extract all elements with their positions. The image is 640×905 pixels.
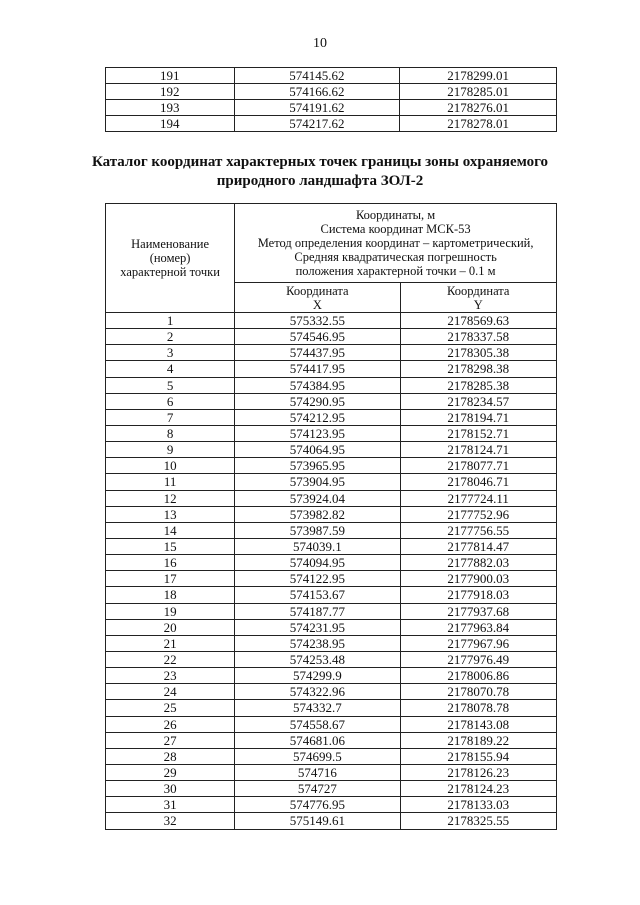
coordinate-y-cell: 2178278.01 bbox=[400, 116, 557, 132]
coordinate-y-cell: 2178569.63 bbox=[400, 313, 557, 329]
table-row bbox=[106, 781, 557, 797]
coordinate-x-cell: 574238.95 bbox=[235, 635, 400, 651]
table-row bbox=[106, 100, 557, 116]
coordinate-x-cell: 574776.95 bbox=[235, 797, 400, 813]
point-number-cell: 17 bbox=[106, 571, 235, 587]
point-number-cell: 191 bbox=[106, 68, 235, 84]
coordinate-x-cell: 575332.55 bbox=[235, 313, 400, 329]
header-point-name bbox=[106, 204, 235, 313]
point-number-cell: 6 bbox=[106, 393, 235, 409]
page-number: 10 bbox=[313, 36, 327, 51]
header-point-name-line: Наименование bbox=[131, 237, 210, 251]
header-x-line: X bbox=[312, 297, 322, 312]
point-number-cell: 31 bbox=[106, 797, 235, 813]
coordinate-x-cell: 574299.9 bbox=[235, 668, 400, 684]
point-number-cell: 28 bbox=[106, 748, 235, 764]
table-row bbox=[106, 748, 557, 764]
table-row bbox=[106, 797, 557, 813]
table-row bbox=[106, 84, 557, 100]
coordinate-x-cell: 575149.61 bbox=[235, 813, 400, 829]
point-number-cell: 27 bbox=[106, 732, 235, 748]
coordinate-y-cell: 2178337.58 bbox=[400, 329, 557, 345]
coordinate-y-cell: 2178126.23 bbox=[400, 764, 557, 780]
table-row bbox=[106, 716, 557, 732]
header-y-line: Y bbox=[473, 297, 483, 312]
catalog-title bbox=[0, 153, 640, 191]
table-row bbox=[106, 619, 557, 635]
point-number-cell: 11 bbox=[106, 474, 235, 490]
continuation-table-body bbox=[106, 68, 557, 132]
table-row bbox=[106, 313, 557, 329]
coordinate-y-cell: 2178285.01 bbox=[400, 84, 557, 100]
table-row bbox=[106, 651, 557, 667]
coordinate-x-cell: 574681.06 bbox=[235, 732, 400, 748]
coordinate-y-cell: 2178124.23 bbox=[400, 781, 557, 797]
point-number-cell: 194 bbox=[106, 116, 235, 132]
coordinate-y-cell: 2178077.71 bbox=[400, 458, 557, 474]
table-row bbox=[106, 361, 557, 377]
coordinate-y-cell: 2178234.57 bbox=[400, 393, 557, 409]
header-coordinate-x bbox=[235, 283, 400, 313]
point-number-cell: 25 bbox=[106, 700, 235, 716]
table-row bbox=[106, 603, 557, 619]
table-row bbox=[106, 555, 557, 571]
point-number-cell: 32 bbox=[106, 813, 235, 829]
point-number-cell: 4 bbox=[106, 361, 235, 377]
table-row bbox=[106, 732, 557, 748]
coordinate-y-cell: 2178143.08 bbox=[400, 716, 557, 732]
coordinate-x-cell: 574290.95 bbox=[235, 393, 400, 409]
coordinate-y-cell: 2178299.01 bbox=[400, 68, 557, 84]
coordinate-x-cell: 574123.95 bbox=[235, 425, 400, 441]
coordinate-y-cell: 2178155.94 bbox=[400, 748, 557, 764]
coordinate-y-cell: 2177937.68 bbox=[400, 603, 557, 619]
coordinate-y-cell: 2178194.71 bbox=[400, 409, 557, 425]
coordinate-x-cell: 574212.95 bbox=[235, 409, 400, 425]
header-coords-line: Система координат МСК-53 bbox=[320, 222, 471, 236]
point-number-cell: 10 bbox=[106, 458, 235, 474]
catalog-title-line-2: природного ландшафта ЗОЛ-2 bbox=[216, 173, 424, 189]
point-number-cell: 24 bbox=[106, 684, 235, 700]
point-number-cell: 22 bbox=[106, 651, 235, 667]
coordinate-y-cell: 2178124.71 bbox=[400, 442, 557, 458]
coordinate-y-cell: 2177976.49 bbox=[400, 651, 557, 667]
table-row bbox=[106, 538, 557, 554]
point-number-cell: 26 bbox=[106, 716, 235, 732]
coordinate-x-cell: 574153.67 bbox=[235, 587, 400, 603]
header-point-name-line: (номер) bbox=[149, 251, 191, 265]
point-number-cell: 9 bbox=[106, 442, 235, 458]
header-x-line: Координата bbox=[286, 283, 349, 298]
coordinate-x-cell: 573982.82 bbox=[235, 506, 400, 522]
coordinate-x-cell: 574417.95 bbox=[235, 361, 400, 377]
coordinate-x-cell: 574166.62 bbox=[234, 84, 400, 100]
table-row bbox=[106, 116, 557, 132]
point-number-cell: 15 bbox=[106, 538, 235, 554]
table-row bbox=[106, 474, 557, 490]
coordinate-y-cell: 2178298.38 bbox=[400, 361, 557, 377]
coordinate-y-cell: 2178046.71 bbox=[400, 474, 557, 490]
coordinate-y-cell: 2178133.03 bbox=[400, 797, 557, 813]
coordinate-y-cell: 2178152.71 bbox=[400, 425, 557, 441]
point-number-cell: 23 bbox=[106, 668, 235, 684]
point-number-cell: 16 bbox=[106, 555, 235, 571]
header-coords-line: Метод определения координат – картометрический, bbox=[257, 236, 534, 250]
point-number-cell: 8 bbox=[106, 425, 235, 441]
coordinate-y-cell: 2177882.03 bbox=[400, 555, 557, 571]
coordinate-y-cell: 2177918.03 bbox=[400, 587, 557, 603]
header-coords-line: Средняя квадратическая погрешность bbox=[294, 250, 497, 264]
table-row bbox=[106, 506, 557, 522]
table-row bbox=[106, 813, 557, 829]
table-row bbox=[106, 684, 557, 700]
header-coordinates-info bbox=[235, 204, 557, 283]
point-number-cell: 193 bbox=[106, 100, 235, 116]
table-row bbox=[106, 522, 557, 538]
point-number-cell: 29 bbox=[106, 764, 235, 780]
coordinate-y-cell: 2177724.11 bbox=[400, 490, 557, 506]
table-row bbox=[106, 700, 557, 716]
catalog-title-line-1: Каталог координат характерных точек границы зоны охраняемого bbox=[91, 154, 549, 170]
coordinate-x-cell: 574253.48 bbox=[235, 651, 400, 667]
coordinate-x-cell: 573987.59 bbox=[235, 522, 400, 538]
table-row bbox=[106, 490, 557, 506]
coordinate-x-cell: 573924.04 bbox=[235, 490, 400, 506]
coordinate-x-cell: 574558.67 bbox=[235, 716, 400, 732]
point-number-cell: 1 bbox=[106, 313, 235, 329]
coordinate-x-cell: 574064.95 bbox=[235, 442, 400, 458]
point-number-cell: 19 bbox=[106, 603, 235, 619]
coordinate-y-cell: 2178285.38 bbox=[400, 377, 557, 393]
coordinate-y-cell: 2178070.78 bbox=[400, 684, 557, 700]
coordinate-x-cell: 574332.7 bbox=[235, 700, 400, 716]
table-row bbox=[106, 68, 557, 84]
table-row bbox=[106, 345, 557, 361]
header-coords-line: Координаты, м bbox=[355, 208, 436, 222]
table-row bbox=[106, 635, 557, 651]
point-number-cell: 3 bbox=[106, 345, 235, 361]
table-row bbox=[106, 668, 557, 684]
point-number-cell: 12 bbox=[106, 490, 235, 506]
table-row bbox=[106, 571, 557, 587]
coordinate-x-cell: 574384.95 bbox=[235, 377, 400, 393]
coordinate-x-cell: 574322.96 bbox=[235, 684, 400, 700]
header-point-name-line: характерной точки bbox=[120, 265, 220, 279]
coordinate-x-cell: 574716 bbox=[235, 764, 400, 780]
coordinate-y-cell: 2178078.78 bbox=[400, 700, 557, 716]
coordinate-y-cell: 2177967.96 bbox=[400, 635, 557, 651]
coordinate-x-cell: 574187.77 bbox=[235, 603, 400, 619]
point-number-cell: 2 bbox=[106, 329, 235, 345]
coordinate-x-cell: 574094.95 bbox=[235, 555, 400, 571]
point-number-cell: 20 bbox=[106, 619, 235, 635]
coordinate-x-cell: 574191.62 bbox=[234, 100, 400, 116]
table-row bbox=[106, 764, 557, 780]
coordinates-table bbox=[105, 203, 557, 830]
table-row bbox=[106, 425, 557, 441]
table-row bbox=[106, 329, 557, 345]
point-number-cell: 30 bbox=[106, 781, 235, 797]
point-number-cell: 5 bbox=[106, 377, 235, 393]
header-coords-line: положения характерной точки – 0.1 м bbox=[295, 264, 496, 278]
coordinate-y-cell: 2178006.86 bbox=[400, 668, 557, 684]
coordinate-x-cell: 573904.95 bbox=[235, 474, 400, 490]
coordinate-y-cell: 2177963.84 bbox=[400, 619, 557, 635]
coordinate-y-cell: 2177900.03 bbox=[400, 571, 557, 587]
point-number-cell: 192 bbox=[106, 84, 235, 100]
coordinate-x-cell: 574437.95 bbox=[235, 345, 400, 361]
table-row bbox=[106, 393, 557, 409]
coordinates-table-header bbox=[106, 204, 557, 313]
coordinate-y-cell: 2177752.96 bbox=[400, 506, 557, 522]
coordinate-x-cell: 573965.95 bbox=[235, 458, 400, 474]
coordinate-y-cell: 2178189.22 bbox=[400, 732, 557, 748]
point-number-cell: 21 bbox=[106, 635, 235, 651]
coordinate-x-cell: 574699.5 bbox=[235, 748, 400, 764]
point-number-cell: 13 bbox=[106, 506, 235, 522]
point-number-cell: 7 bbox=[106, 409, 235, 425]
continuation-table bbox=[105, 67, 557, 132]
coordinate-x-cell: 574122.95 bbox=[235, 571, 400, 587]
coordinate-x-cell: 574039.1 bbox=[235, 538, 400, 554]
coordinate-y-cell: 2177814.47 bbox=[400, 538, 557, 554]
table-row bbox=[106, 409, 557, 425]
table-row bbox=[106, 458, 557, 474]
coordinate-y-cell: 2178276.01 bbox=[400, 100, 557, 116]
coordinates-table-body bbox=[106, 313, 557, 830]
coordinate-x-cell: 574145.62 bbox=[234, 68, 400, 84]
coordinate-y-cell: 2178325.55 bbox=[400, 813, 557, 829]
table-row bbox=[106, 442, 557, 458]
coordinate-x-cell: 574727 bbox=[235, 781, 400, 797]
point-number-cell: 18 bbox=[106, 587, 235, 603]
point-number-cell: 14 bbox=[106, 522, 235, 538]
coordinate-y-cell: 2177756.55 bbox=[400, 522, 557, 538]
coordinate-x-cell: 574231.95 bbox=[235, 619, 400, 635]
header-coordinate-y bbox=[400, 283, 557, 313]
table-row bbox=[106, 377, 557, 393]
table-row bbox=[106, 587, 557, 603]
coordinate-x-cell: 574217.62 bbox=[234, 116, 400, 132]
coordinate-x-cell: 574546.95 bbox=[235, 329, 400, 345]
header-y-line: Координата bbox=[447, 283, 510, 298]
coordinate-y-cell: 2178305.38 bbox=[400, 345, 557, 361]
